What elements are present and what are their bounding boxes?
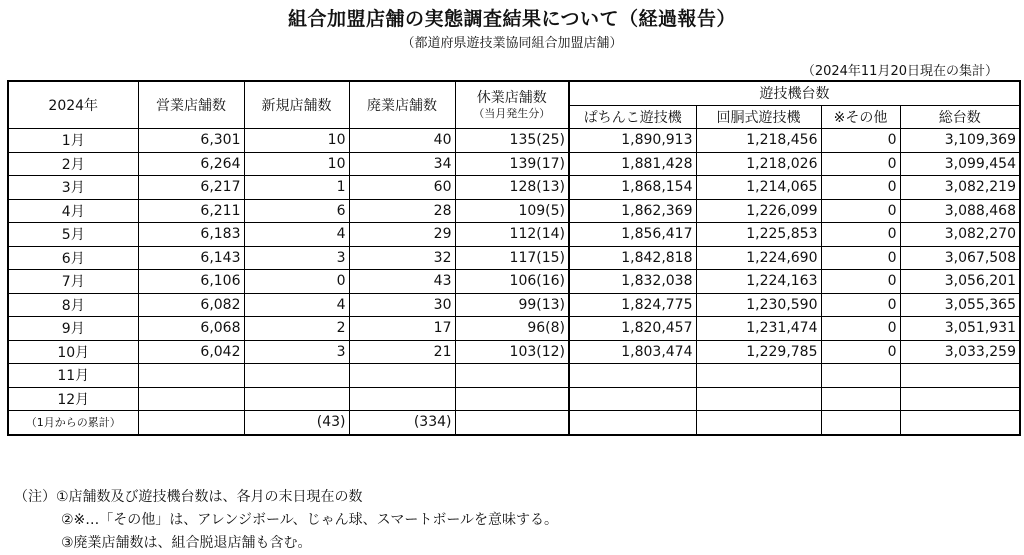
cumulative-pachinko bbox=[569, 411, 696, 435]
other-cell bbox=[821, 387, 900, 411]
slot-cell: 1,218,456 bbox=[696, 129, 821, 153]
suspended-stores-cell: 99(13) bbox=[455, 293, 569, 317]
header-suspended-label: 休業店舗数 bbox=[476, 90, 547, 106]
slot-cell: 1,226,099 bbox=[696, 199, 821, 223]
other-cell: 0 bbox=[821, 340, 900, 364]
other-cell: 0 bbox=[821, 223, 900, 247]
slot-cell: 1,230,590 bbox=[696, 293, 821, 317]
slot-cell: 1,231,474 bbox=[696, 317, 821, 341]
closed-stores-cell bbox=[349, 387, 455, 411]
other-cell: 0 bbox=[821, 246, 900, 270]
cumulative-row bbox=[8, 411, 1020, 435]
pachinko-cell: 1,868,154 bbox=[569, 176, 696, 200]
month-cell: 10月 bbox=[8, 340, 138, 364]
slot-cell: 1,218,026 bbox=[696, 152, 821, 176]
total-cell: 3,109,369 bbox=[900, 129, 1020, 153]
note-1: （注）①店舗数及び遊技機台数は、各月の末日現在の数 bbox=[14, 489, 363, 505]
new-stores-cell: 4 bbox=[244, 223, 349, 247]
suspended-stores-cell: 117(15) bbox=[455, 246, 569, 270]
page-title: 組合加盟店舗の実態調査結果について（経過報告） bbox=[287, 8, 737, 30]
cumulative-total bbox=[900, 411, 1020, 435]
new-stores-cell: 2 bbox=[244, 317, 349, 341]
new-stores-cell bbox=[244, 387, 349, 411]
table-row bbox=[8, 223, 1020, 247]
header-suspended-stores bbox=[455, 81, 569, 129]
cumulative-suspended bbox=[455, 411, 569, 435]
table-row bbox=[8, 199, 1020, 223]
other-cell bbox=[821, 364, 900, 388]
month-cell: 11月 bbox=[8, 364, 138, 388]
slot-cell bbox=[696, 364, 821, 388]
month-cell: 5月 bbox=[8, 223, 138, 247]
month-cell: 1月 bbox=[8, 129, 138, 153]
open-stores-cell: 6,042 bbox=[138, 340, 244, 364]
closed-stores-cell: 29 bbox=[349, 223, 455, 247]
pachinko-cell: 1,820,457 bbox=[569, 317, 696, 341]
header-machines-group: 遊技機台数 bbox=[569, 81, 1020, 105]
suspended-stores-cell: 128(13) bbox=[455, 176, 569, 200]
slot-cell: 1,229,785 bbox=[696, 340, 821, 364]
closed-stores-cell: 21 bbox=[349, 340, 455, 364]
header-slot: 回胴式遊技機 bbox=[696, 105, 821, 129]
suspended-stores-cell: 96(8) bbox=[455, 317, 569, 341]
suspended-stores-cell: 103(12) bbox=[455, 340, 569, 364]
page-subtitle: （都道府県遊技業協同組合加盟店舗） bbox=[401, 36, 623, 51]
open-stores-cell: 6,217 bbox=[138, 176, 244, 200]
total-cell: 3,051,931 bbox=[900, 317, 1020, 341]
closed-stores-cell: 60 bbox=[349, 176, 455, 200]
table-row bbox=[8, 317, 1020, 341]
slot-cell: 1,224,690 bbox=[696, 246, 821, 270]
month-cell: 9月 bbox=[8, 317, 138, 341]
total-cell: 3,088,468 bbox=[900, 199, 1020, 223]
suspended-stores-cell: 135(25) bbox=[455, 129, 569, 153]
new-stores-cell: 3 bbox=[244, 246, 349, 270]
other-cell: 0 bbox=[821, 152, 900, 176]
suspended-stores-cell: 106(16) bbox=[455, 270, 569, 294]
table-row bbox=[8, 129, 1020, 153]
cumulative-label: （1月からの累計） bbox=[8, 411, 138, 435]
header-closed-stores: 廃業店舗数 bbox=[349, 81, 455, 129]
new-stores-cell: 1 bbox=[244, 176, 349, 200]
notes bbox=[14, 486, 558, 555]
total-cell: 3,099,454 bbox=[900, 152, 1020, 176]
pachinko-cell: 1,842,818 bbox=[569, 246, 696, 270]
new-stores-cell: 10 bbox=[244, 152, 349, 176]
other-cell: 0 bbox=[821, 293, 900, 317]
cumulative-open bbox=[138, 411, 244, 435]
month-cell: 2月 bbox=[8, 152, 138, 176]
new-stores-cell: 10 bbox=[244, 129, 349, 153]
header-total: 総台数 bbox=[900, 105, 1020, 129]
table-row bbox=[8, 387, 1020, 411]
header-suspended-sub: （当月発生分） bbox=[473, 107, 551, 120]
table-row bbox=[8, 293, 1020, 317]
new-stores-cell: 0 bbox=[244, 270, 349, 294]
total-cell: 3,055,365 bbox=[900, 293, 1020, 317]
pachinko-cell: 1,832,038 bbox=[569, 270, 696, 294]
open-stores-cell: 6,301 bbox=[138, 129, 244, 153]
survey-table bbox=[7, 80, 1021, 436]
suspended-stores-cell: 139(17) bbox=[455, 152, 569, 176]
cumulative-other bbox=[821, 411, 900, 435]
pachinko-cell: 1,881,428 bbox=[569, 152, 696, 176]
total-cell: 3,056,201 bbox=[900, 270, 1020, 294]
other-cell: 0 bbox=[821, 270, 900, 294]
closed-stores-cell: 17 bbox=[349, 317, 455, 341]
header-other: ※その他 bbox=[821, 105, 900, 129]
open-stores-cell: 6,264 bbox=[138, 152, 244, 176]
open-stores-cell: 6,106 bbox=[138, 270, 244, 294]
closed-stores-cell: 28 bbox=[349, 199, 455, 223]
closed-stores-cell: 32 bbox=[349, 246, 455, 270]
pachinko-cell: 1,890,913 bbox=[569, 129, 696, 153]
pachinko-cell bbox=[569, 387, 696, 411]
closed-stores-cell: 34 bbox=[349, 152, 455, 176]
pachinko-cell: 1,862,369 bbox=[569, 199, 696, 223]
closed-stores-cell: 43 bbox=[349, 270, 455, 294]
pachinko-cell bbox=[569, 364, 696, 388]
open-stores-cell bbox=[138, 364, 244, 388]
header-open-stores: 営業店舗数 bbox=[138, 81, 244, 129]
as-of-date: （2024年11月20日現在の集計） bbox=[801, 64, 998, 79]
cumulative-slot bbox=[696, 411, 821, 435]
month-cell: 6月 bbox=[8, 246, 138, 270]
cumulative-new: (43) bbox=[244, 411, 349, 435]
table-row bbox=[8, 246, 1020, 270]
note-2: ②※…「その他」は、アレンジボール、じゃん球、スマートボールを意味する。 bbox=[61, 512, 559, 528]
other-cell: 0 bbox=[821, 199, 900, 223]
header-pachinko: ぱちんこ遊技機 bbox=[569, 105, 696, 129]
closed-stores-cell: 30 bbox=[349, 293, 455, 317]
other-cell: 0 bbox=[821, 176, 900, 200]
total-cell: 3,082,219 bbox=[900, 176, 1020, 200]
slot-cell: 1,224,163 bbox=[696, 270, 821, 294]
table-row bbox=[8, 364, 1020, 388]
total-cell bbox=[900, 387, 1020, 411]
header-new-stores: 新規店舗数 bbox=[244, 81, 349, 129]
month-cell: 8月 bbox=[8, 293, 138, 317]
slot-cell: 1,214,065 bbox=[696, 176, 821, 200]
closed-stores-cell: 40 bbox=[349, 129, 455, 153]
total-cell: 3,033,259 bbox=[900, 340, 1020, 364]
month-cell: 3月 bbox=[8, 176, 138, 200]
table-row bbox=[8, 176, 1020, 200]
suspended-stores-cell bbox=[455, 364, 569, 388]
open-stores-cell: 6,068 bbox=[138, 317, 244, 341]
pachinko-cell: 1,824,775 bbox=[569, 293, 696, 317]
new-stores-cell: 4 bbox=[244, 293, 349, 317]
cumulative-closed: (334) bbox=[349, 411, 455, 435]
pachinko-cell: 1,856,417 bbox=[569, 223, 696, 247]
month-cell: 4月 bbox=[8, 199, 138, 223]
other-cell: 0 bbox=[821, 129, 900, 153]
suspended-stores-cell: 109(5) bbox=[455, 199, 569, 223]
new-stores-cell: 6 bbox=[244, 199, 349, 223]
suspended-stores-cell: 112(14) bbox=[455, 223, 569, 247]
slot-cell: 1,225,853 bbox=[696, 223, 821, 247]
suspended-stores-cell bbox=[455, 387, 569, 411]
pachinko-cell: 1,803,474 bbox=[569, 340, 696, 364]
slot-cell bbox=[696, 387, 821, 411]
month-cell: 12月 bbox=[8, 387, 138, 411]
open-stores-cell: 6,211 bbox=[138, 199, 244, 223]
open-stores-cell: 6,082 bbox=[138, 293, 244, 317]
open-stores-cell: 6,183 bbox=[138, 223, 244, 247]
other-cell: 0 bbox=[821, 317, 900, 341]
header-year: 2024年 bbox=[8, 81, 138, 129]
open-stores-cell bbox=[138, 387, 244, 411]
total-cell: 3,082,270 bbox=[900, 223, 1020, 247]
table-row bbox=[8, 340, 1020, 364]
total-cell: 3,067,508 bbox=[900, 246, 1020, 270]
new-stores-cell: 3 bbox=[244, 340, 349, 364]
new-stores-cell bbox=[244, 364, 349, 388]
table-row bbox=[8, 270, 1020, 294]
open-stores-cell: 6,143 bbox=[138, 246, 244, 270]
note-3: ③廃業店舗数は、組合脱退店舗も含む。 bbox=[61, 535, 312, 551]
total-cell bbox=[900, 364, 1020, 388]
closed-stores-cell bbox=[349, 364, 455, 388]
month-cell: 7月 bbox=[8, 270, 138, 294]
table-row bbox=[8, 152, 1020, 176]
